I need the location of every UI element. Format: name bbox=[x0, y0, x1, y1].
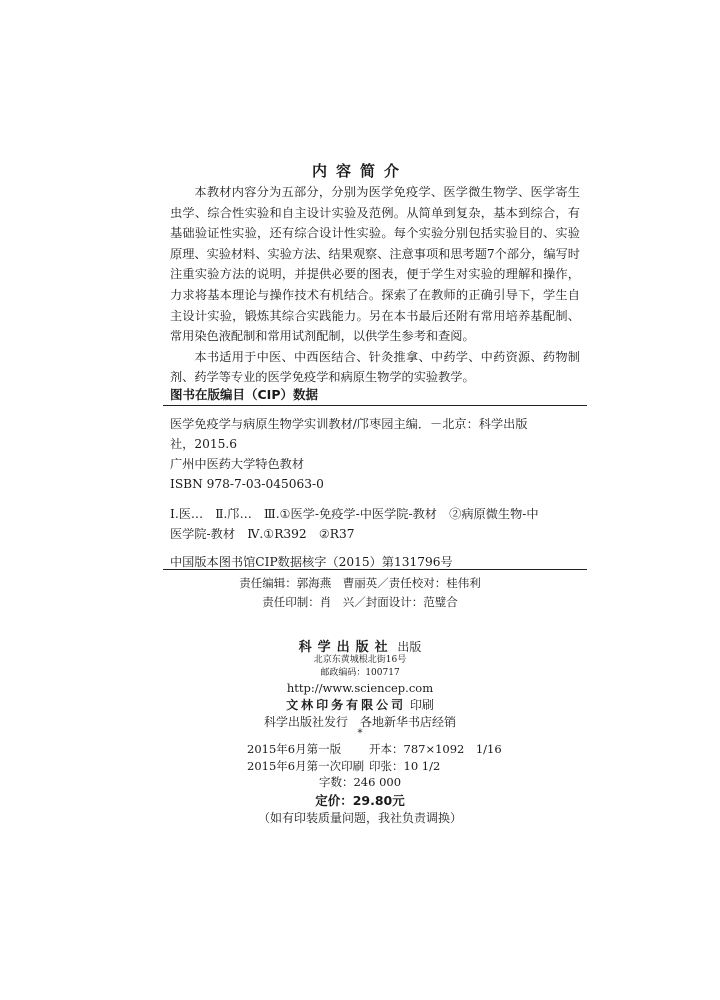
divider bbox=[163, 569, 587, 570]
printing-info: 2015年6月第一次印刷 bbox=[247, 759, 365, 773]
cip-isbn: ISBN 978-7-03-045063-0 bbox=[170, 477, 324, 491]
cip-block bbox=[170, 414, 580, 572]
quality-notice: （如有印装质量问题，我社负责调换） bbox=[257, 811, 462, 825]
publisher-postcode: 邮政编码：100717 bbox=[320, 668, 400, 678]
cip-classification: Ⅰ.医… Ⅱ.邝… Ⅲ.①医学-免疫学-中医学院-教材 ②病原微生物-中 bbox=[170, 507, 539, 521]
cip-classification-continued: 医学院-教材 Ⅳ.①R392 ②R37 bbox=[170, 527, 355, 541]
distribution-line: 科学出版社发行 各地新华书店经销 bbox=[263, 715, 456, 729]
cip-entry-continued: 社，2015.6 bbox=[170, 437, 238, 451]
edition-info: 2015年6月第一版 bbox=[247, 742, 342, 756]
credits-line: 责任编辑：郭海燕 曹丽英／责任校对：桂伟利 bbox=[239, 576, 481, 590]
cip-approval: 中国版本图书馆CIP数据核字（2015）第131796号 bbox=[170, 555, 453, 569]
intro-paragraph: 本教材内容分为五部分，分别为医学免疫学、医学微生物学、医学寄生虫学、综合性实验和自主设计实验及范例。从简单到复杂，基本到综合，有基础验证性实验，还有综合设计性实验。每个实验分别包括实验目的、实验原理、实验材料、实验方法、结果观察、注意事项和思考题7个部分，编写时注重实验方法的说明，并提供必要的图表，便于学生对实验的理解和操作，力求将基本理论与操作技术有机结合。探索了在教师的正确引导下，学生自主设计实验，锻炼其综合实践能力。另在本书最后还附有常用培养基配制、常用染色液配制和常用试剂配制，以供学生参考和查阅。 bbox=[170, 185, 580, 344]
intro-title: 内容简介 bbox=[311, 162, 408, 180]
separator-star: * bbox=[357, 728, 363, 739]
print-specs bbox=[247, 741, 502, 775]
credits-line: 责任印制：肖 兴／封面设计：范璧合 bbox=[262, 595, 458, 609]
printer-line bbox=[0, 696, 720, 713]
editorial-credits bbox=[0, 574, 720, 612]
price: 定价：29.80元 bbox=[315, 793, 405, 808]
intro-text bbox=[170, 182, 580, 388]
publisher-suffix: 出版 bbox=[397, 640, 422, 654]
printer-name: 文林印务有限公司 bbox=[286, 698, 407, 712]
format-info: 开本：787×1092 1/16 bbox=[369, 742, 502, 756]
divider bbox=[163, 405, 587, 406]
intro-paragraph: 本书适用于中医、中西医结合、针灸推拿、中药学、中药资源、药物制剂、药学等专业的医学免疫学和病原生物学的实验教学。 bbox=[170, 349, 580, 385]
sheets-info: 印张：10 1/2 bbox=[369, 759, 441, 773]
cip-entry: 医学免疫学与病原生物学实训教材/邝枣园主编．－北京：科学出版 bbox=[170, 417, 528, 431]
publisher-address: 北京东黄城根北街16号 bbox=[313, 655, 407, 665]
publisher-url: http://www.sciencep.com bbox=[286, 681, 434, 695]
printer-suffix: 印刷 bbox=[409, 698, 434, 712]
word-count: 字数：246 000 bbox=[318, 775, 402, 789]
publisher-name: 科学出版社 bbox=[298, 640, 394, 655]
cip-series: 广州中医药大学特色教材 bbox=[170, 457, 305, 471]
cip-heading: 图书在版编目（CIP）数据 bbox=[170, 387, 318, 402]
